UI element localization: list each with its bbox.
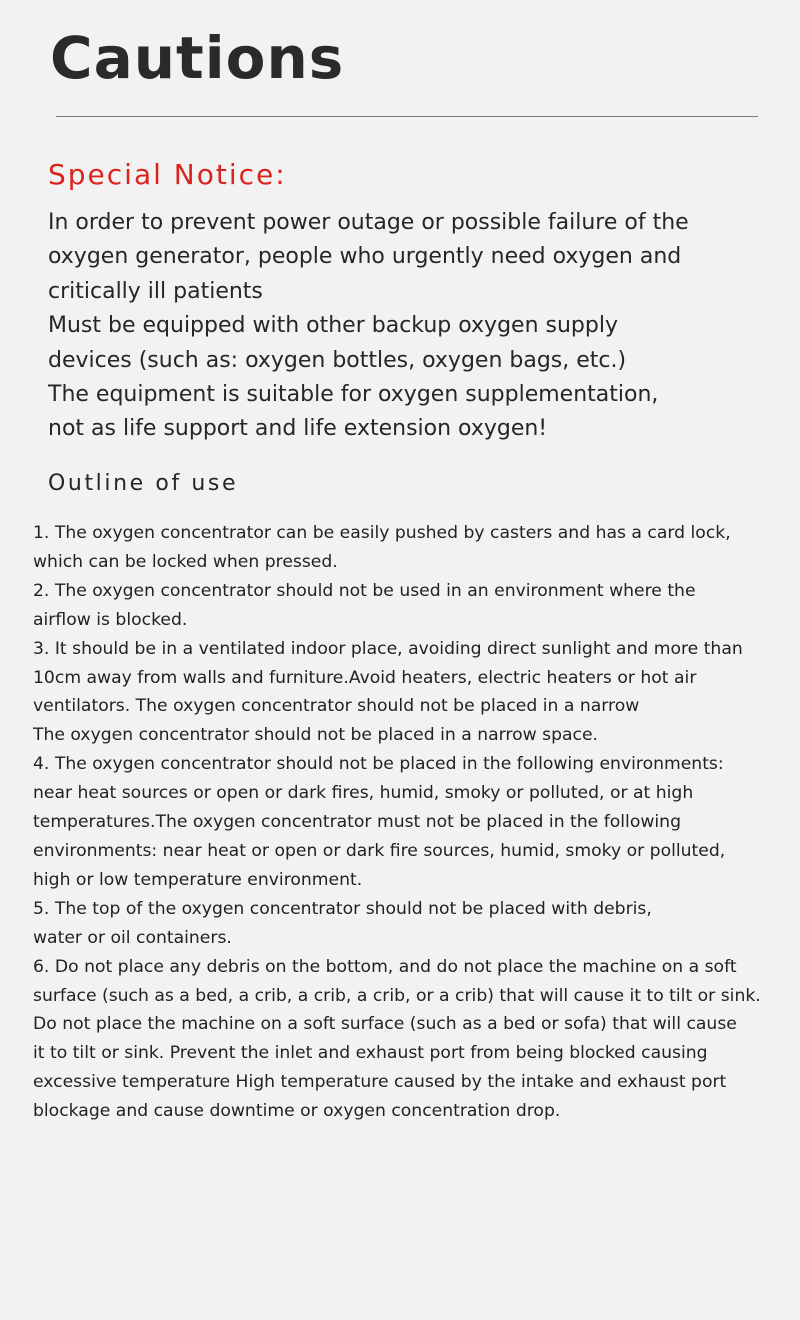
notice-line: The equipment is suitable for oxygen supplementation, (48, 382, 659, 408)
outline-line: Do not place the machine on a soft surface (such as a bed or sofa) that will cause (33, 1014, 737, 1035)
outline-line: it to tilt or sink. Prevent the inlet and exhaust port from being blocked causing (33, 1043, 708, 1064)
notice-line: not as life support and life extension oxygen! (48, 416, 548, 442)
notice-line: critically ill patients (48, 278, 263, 304)
notice-line: Must be equipped with other backup oxygen supply (48, 313, 618, 339)
outline-line: which can be locked when pressed. (33, 551, 338, 572)
outline-line: blockage and cause downtime or oxygen concentration drop. (33, 1101, 561, 1122)
outline-line: high or low temperature environment. (33, 869, 363, 890)
outline-line: 10cm away from walls and furniture.Avoid heaters, electric heaters or hot air (33, 667, 697, 688)
notice-line: In order to prevent power outage or possible failure of the (48, 210, 689, 235)
outline-line: The oxygen concentrator should not be placed in a narrow space. (33, 725, 599, 746)
outline-line: near heat sources or open or dark fires, humid, smoky or polluted, or at high (33, 783, 694, 804)
outline-heading: Outline of use (48, 471, 239, 496)
outline-line: 2. The oxygen concentrator should not be used in an environment where the (33, 580, 696, 601)
outline-line: 3. It should be in a ventilated indoor place, avoiding direct sunlight and more than (33, 638, 743, 659)
outline-line: environments: near heat or open or dark fire sources, humid, smoky or polluted, (33, 840, 726, 861)
outline-line: 4. The oxygen concentrator should not be placed in the following environments: (33, 754, 724, 775)
outline-body (33, 519, 773, 1126)
outline-line: ventilators. The oxygen concentrator should not be placed in a narrow (33, 696, 640, 717)
outline-line: airflow is blocked. (33, 609, 188, 630)
notice-line: oxygen generator, people who urgently need oxygen and (48, 244, 682, 270)
outline-line: 6. Do not place any debris on the bottom, and do not place the machine on a soft (33, 956, 737, 977)
outline-line: water or oil containers. (33, 927, 232, 948)
special-notice-heading: Special Notice: (48, 158, 287, 191)
page-title: Cautions (50, 24, 345, 92)
outline-line: excessive temperature High temperature caused by the intake and exhaust port (33, 1072, 727, 1093)
outline-line: surface (such as a bed, a crib, a crib, a crib, or a crib) that will cause it to tilt or sink. (33, 985, 761, 1006)
outline-line: 1. The oxygen concentrator can be easily pushed by casters and has a card lock, (33, 523, 731, 543)
notice-line: devices (such as: oxygen bottles, oxygen bags, etc.) (48, 347, 627, 373)
outline-line: 5. The top of the oxygen concentrator should not be placed with debris, (33, 898, 652, 919)
special-notice-body (48, 206, 768, 447)
outline-line: temperatures.The oxygen concentrator must not be placed in the following (33, 812, 681, 833)
title-divider (56, 116, 758, 117)
